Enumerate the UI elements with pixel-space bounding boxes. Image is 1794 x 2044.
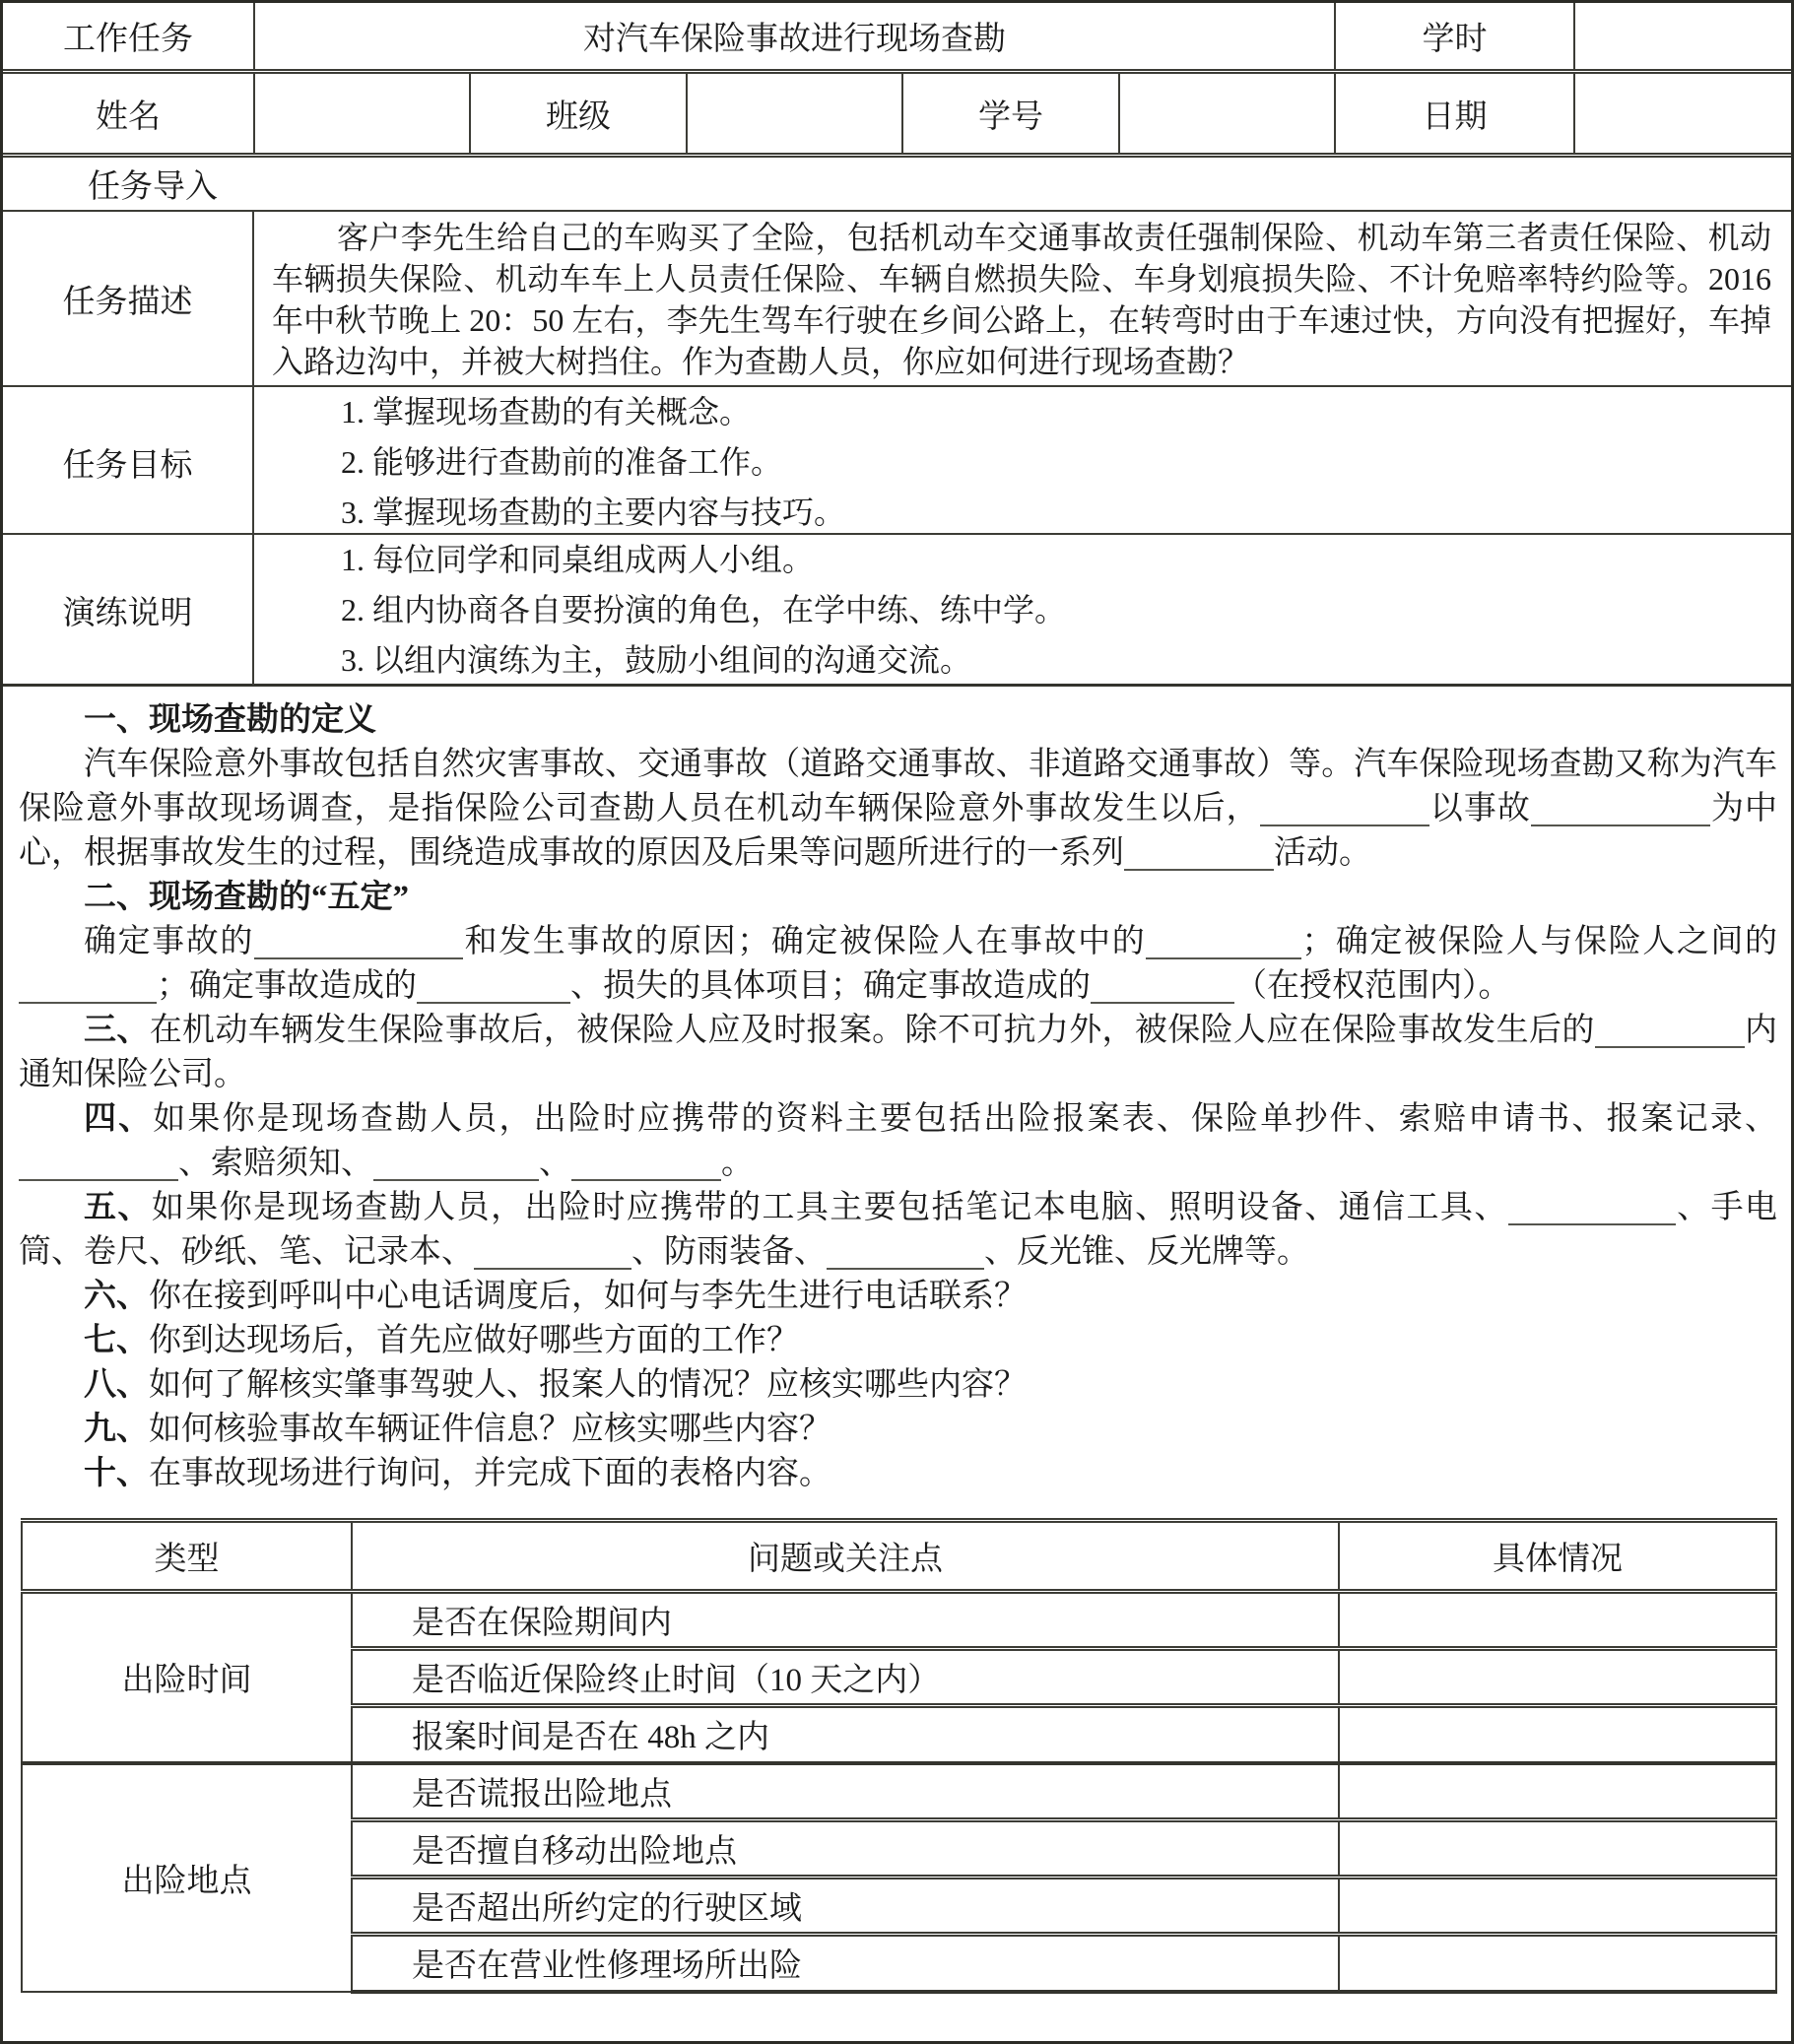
- question-cell: 是否在营业性修理场所出险: [352, 1935, 1339, 1992]
- name-label-cell: [3, 72, 254, 156]
- task-description-content: [254, 212, 1791, 385]
- fill-in-blank: [571, 1144, 721, 1181]
- fill-in-blank: [19, 966, 157, 1004]
- section-5-paragraph: 五、如果你是现场查勘人员，出险时应携带的工具主要包括笔记本电脑、照明设备、通信工具、 、手电筒、卷尺、砂纸、笔、记录本、 、防雨装备、 、反光锥、反光牌等。: [19, 1190, 1778, 1270]
- section-10-number: 十、: [84, 1456, 149, 1491]
- task-intro-row: [3, 158, 1791, 212]
- fill-in-blank: [1260, 789, 1429, 826]
- worksheet-body: [3, 687, 1791, 2043]
- work-task-label-cell: [3, 3, 254, 72]
- task-goals-row: [3, 387, 1791, 535]
- fill-in-blank: [1146, 922, 1301, 959]
- fill-in-blank: [417, 966, 570, 1004]
- date-label-cell: [1335, 72, 1574, 156]
- survey-header-row: [22, 1521, 1776, 1592]
- date-label: 日期: [1422, 99, 1488, 135]
- question-cell: 是否在保险期间内: [352, 1592, 1339, 1649]
- header-table: [3, 3, 1794, 158]
- hours-label: 学时: [1422, 22, 1488, 57]
- fill-in-blank: [1531, 789, 1710, 826]
- section-3-number: 三、: [84, 1013, 150, 1048]
- class-label: 班级: [546, 99, 611, 135]
- detail-cell: [1339, 1763, 1776, 1820]
- task-description-row: [3, 212, 1791, 387]
- section-10-line: 十、在事故现场进行询问，并完成下面的表格内容。: [84, 1456, 831, 1491]
- question-cell: 报案时间是否在 48h 之内: [352, 1706, 1339, 1763]
- detail-cell: [1339, 1649, 1776, 1706]
- section-5-number: 五、: [84, 1190, 152, 1225]
- task-goals-list: [254, 387, 1791, 538]
- class-label-cell: [470, 72, 687, 156]
- detail-cell: [1339, 1592, 1776, 1649]
- fill-in-blank: [373, 1144, 539, 1181]
- detail-cell: [1339, 1820, 1776, 1878]
- fill-in-blank: [1595, 1011, 1745, 1048]
- section-9-line: 九、如何核验事故车辆证件信息？应核实哪些内容？: [84, 1412, 831, 1447]
- question-cell: 是否超出所约定的行驶区域: [352, 1878, 1339, 1935]
- list-item: 3. 以组内演练为主，鼓励小组间的沟通交流。: [341, 642, 972, 678]
- student-no-label-cell: [902, 72, 1119, 156]
- column-header-type: 类型: [22, 1521, 352, 1592]
- fill-in-blank: [827, 1232, 984, 1270]
- hours-value-cell: [1574, 3, 1794, 72]
- task-goals-label: 任务目标: [3, 387, 254, 538]
- type-cell-place: 出险地点: [22, 1763, 352, 1992]
- section-4-paragraph: 四、如果你是现场查勘人员，出险时应携带的资料主要包括出险报案表、保险单抄件、索赔申请书、报案记录、、索赔须知、 、 。: [19, 1097, 1777, 1186]
- list-item: 3. 掌握现场查勘的主要内容与技巧。: [341, 495, 846, 530]
- question-cell: 是否临近保险终止时间（10 天之内）: [352, 1649, 1339, 1706]
- name-value-cell: [254, 72, 470, 156]
- list-item: 2. 能够进行查勘前的准备工作。: [341, 444, 783, 480]
- section-8-number: 八、: [84, 1367, 149, 1403]
- student-no-label: 学号: [978, 99, 1043, 135]
- fill-in-blank: [1091, 966, 1234, 1004]
- task-description-text: 客户李先生给自己的车购买了全险，包括机动车交通事故责任强制保险、机动车第三者责任保险、机动车辆损失保险、机动车车上人员责任保险、车辆自燃损失险、车身划痕损失险、不计免赔率特约险等。2016 年中秋节晚上 20：50 左右，李先生驾车行驶在乡间公路上，在转弯时由于车速过快，方向没有把握好，车掉入路边沟中，并被大树挡住。作为查勘人员，你应如何进行现场查勘？: [272, 220, 1771, 379]
- page-title: 对汽车保险事故进行现场查勘: [583, 22, 1007, 57]
- class-value-cell: [687, 72, 902, 156]
- detail-cell: [1339, 1878, 1776, 1935]
- drill-notes-row: [3, 535, 1791, 687]
- question-cell: 是否谎报出险地点: [352, 1763, 1339, 1820]
- date-value-cell: [1574, 72, 1794, 156]
- work-task-title-cell: [254, 3, 1335, 72]
- section-4-number: 四、: [84, 1101, 154, 1137]
- detail-cell: [1339, 1706, 1776, 1763]
- table-row: [22, 1763, 1776, 1820]
- student-no-value-cell: [1119, 72, 1335, 156]
- survey-table: [21, 1518, 1777, 1994]
- list-item: 1. 掌握现场查勘的有关概念。: [341, 394, 752, 429]
- list-item: 1. 每位同学和同桌组成两人小组。: [341, 542, 815, 577]
- drill-notes-list: [254, 535, 1791, 686]
- section-7-number: 七、: [84, 1323, 149, 1358]
- question-cell: 是否擅自移动出险地点: [352, 1820, 1339, 1878]
- table-row: [22, 1592, 1776, 1649]
- task-intro-label: 任务导入: [88, 169, 218, 205]
- section-6-number: 六、: [84, 1279, 149, 1314]
- section-1-paragraph: 汽车保险意外事故包括自然灾害事故、交通事故（道路交通事故、非道路交通事故）等。汽车保险现场查勘又称为汽车保险意外事故现场调查，是指保险公司查勘人员在机动车辆保险意外事故发生以后， 以事故 为中心，根据事故发生的过程，围绕造成事故的原因及后果等问题所进行的一系列 活动。: [19, 747, 1778, 871]
- section-9-number: 九、: [84, 1412, 149, 1447]
- section-2-heading: 二、现场查勘的“五定”: [84, 880, 409, 915]
- list-item: 2. 组内协商各自要扮演的角色，在学中练、练中学。: [341, 592, 1067, 627]
- drill-notes-label: 演练说明: [3, 535, 254, 686]
- hours-label-cell: [1335, 3, 1574, 72]
- column-header-detail: 具体情况: [1339, 1521, 1776, 1592]
- fill-in-blank: [474, 1232, 631, 1270]
- section-3-paragraph: 三、在机动车辆发生保险事故后，被保险人应及时报案。除不可抗力外，被保险人应在保险事故发生后的 内通知保险公司。: [19, 1013, 1778, 1092]
- section-6-line: 六、你在接到呼叫中心电话调度后，如何与李先生进行电话联系？: [84, 1279, 1027, 1314]
- fill-in-blank: [19, 1144, 178, 1181]
- section-2-paragraph: 确定事故的 和发生事故的原因；确定被保险人在事故中的 ；确定被保险人与保险人之间的；确定事故造成的 、损失的具体项目；确定事故造成的 （在授权范围内）。: [19, 920, 1777, 1009]
- section-8-line: 八、如何了解核实肇事驾驶人、报案人的情况？应核实哪些内容？: [84, 1367, 1027, 1403]
- type-cell-time: 出险时间: [22, 1592, 352, 1763]
- fill-in-blank: [254, 922, 463, 959]
- fill-in-blank: [1508, 1188, 1676, 1225]
- work-task-label: 工作任务: [63, 22, 193, 57]
- section-7-line: 七、你到达现场后，首先应做好哪些方面的工作？: [84, 1323, 799, 1358]
- task-description-label: 任务描述: [3, 212, 254, 385]
- name-label: 姓名: [96, 99, 161, 135]
- detail-cell: [1339, 1935, 1776, 1992]
- fill-in-blank: [1124, 833, 1274, 871]
- section-1-heading: 一、现场查勘的定义: [84, 702, 376, 738]
- column-header-question: 问题或关注点: [352, 1521, 1339, 1592]
